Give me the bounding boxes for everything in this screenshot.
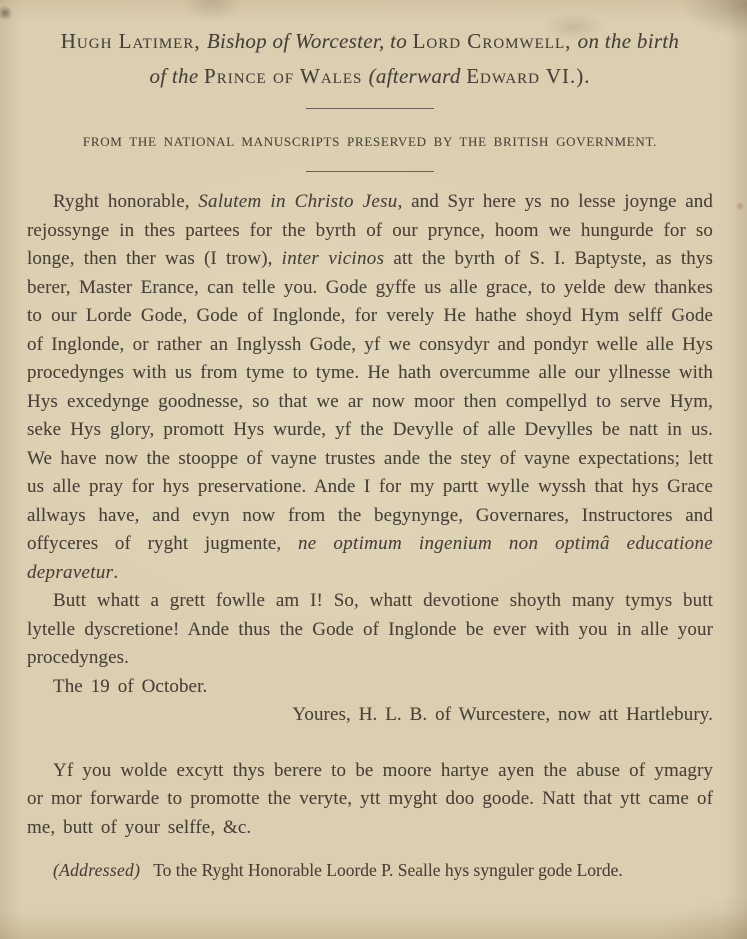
opening-text-2: , and Syr here ys no lesse joynge and rejossynge in thes partees for the byrth of our prynce, hoom we hungurde for so longe, then ther was (I trow),	[27, 191, 713, 269]
opening-text-1: Ryght honorable,	[53, 191, 199, 212]
title-recipient-name: Lord Cromwell,	[412, 29, 578, 53]
opening-text-3: att the byrth of S. I. Baptyste, as thys berer, Master Erance, can telle you. Gode gyffe us alle grace, to yelde dew thankes to our Lorde Gode, Gode of Inglonde, for verely He hathe shoyd Hym selff Gode of Inglonde, or rather an Inglyssh Gode, yf we consydyr and pondyr welle alle Hys procedynges with us from tyme to tyme. He hath overcumme alle our yllnesse with Hys excedynge goodnesse, so that we ar now moor then compellyd to serve Hym, seke Hys glory, promott Hys wurde, yf the Devylle of alle Devylles be natt in us. We have now the stooppe of vayne trustes ande the stey of vayne expectations; lett us alle pray for hys preservatione. Ande I for my partt wylle wyssh that hys Grace allways have, and evyn now from the begynynge, Governares, Instructores and offyceres of ryght jugmente,	[27, 248, 714, 554]
latin-phrase-inter-vicinos: inter vicinos	[281, 248, 385, 269]
source-attribution: FROM THE NATIONAL MANUSCRIPTS PRESERVED BY THE BRITISH GOVERNMENT.	[82, 134, 658, 149]
divider-rule-bottom	[306, 171, 434, 172]
opening-paragraph	[27, 188, 713, 587]
address-text: To the Ryght Honorable Loorde P. Sealle hys synguler gode Lorde.	[153, 860, 623, 880]
title-subject-intro: on the birth	[577, 29, 680, 53]
address-label: (Addressed)	[53, 860, 141, 880]
reflection-paragraph: Butt whatt a grett fowlle am I! So, whatt devotione shoyth many tymys butt lytelle dyscretione! Ande thus the Gode of Inglonde be ever with you in alle your procedynges.	[27, 590, 713, 668]
title-edward-vi: Edward VI.).	[466, 64, 591, 88]
dateline: The 19 of October.	[53, 675, 208, 697]
title-author-name: Hugh Latimer,	[60, 29, 207, 53]
address-line	[27, 860, 713, 881]
signature-line: Youres, H. L. B. of Wurcestere, now att Hartlebury.	[292, 704, 713, 725]
title-line-2	[27, 59, 713, 94]
latin-phrase-salutem: Salutem in Christo Jesu	[198, 191, 398, 212]
latin-phrase-ne-optimum: ne optimum ingenium non optimâ educatione depravetur	[27, 533, 713, 583]
letter-title	[27, 24, 713, 94]
letter-body	[27, 188, 713, 842]
divider-rule-top	[306, 108, 434, 109]
opening-text-4: .	[113, 561, 119, 583]
title-prince-of-wales: Prince of Wales	[204, 64, 369, 88]
title-afterward: (afterward	[368, 64, 467, 88]
title-line-1	[27, 24, 713, 59]
title-author-office: Bishop of Worcester, to	[206, 29, 413, 53]
title-subject-of-the: of the	[149, 64, 205, 88]
postscript-paragraph: Yf you wolde excytt thys berere to be moore hartye ayen the abuse of ymagry or mor forwarde to promotte the veryte, ytt myght doo goode. Natt that ytt came of me, butt of your selffe, &c.	[27, 759, 713, 838]
